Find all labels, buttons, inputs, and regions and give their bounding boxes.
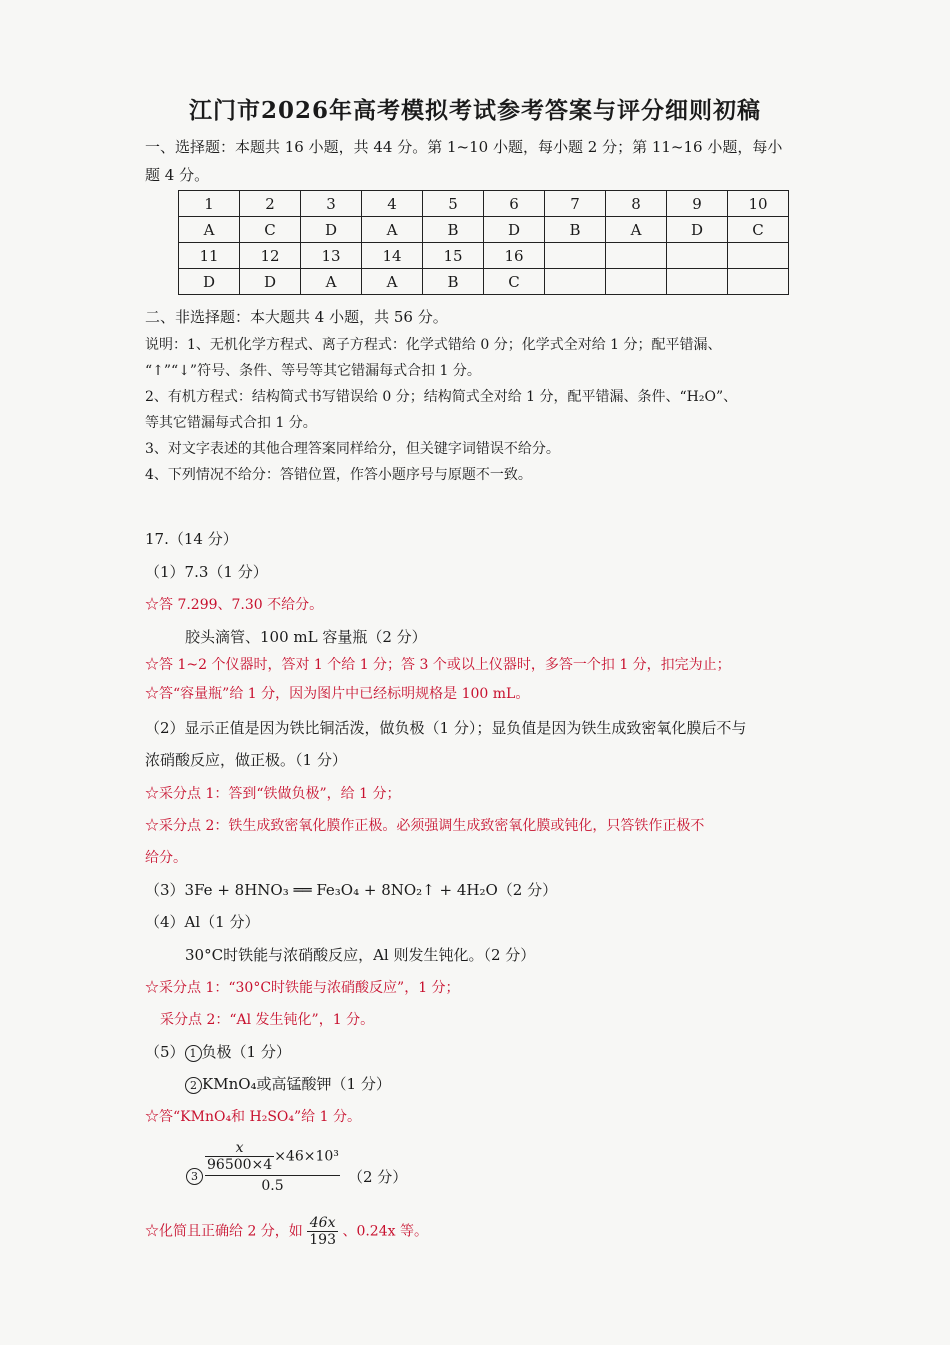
section2-heading: 二、非选择题：本大题共 4 小题，共 56 分。 bbox=[145, 308, 448, 326]
question-number bbox=[667, 243, 728, 269]
question-number: 1 bbox=[179, 191, 240, 217]
fraction-denominator: 96500×4 bbox=[207, 1157, 273, 1173]
answer-cell bbox=[545, 269, 606, 295]
question-number: 11 bbox=[179, 243, 240, 269]
question-number: 13 bbox=[301, 243, 362, 269]
q17-part5b bbox=[185, 1073, 391, 1094]
circled-number: 3 bbox=[186, 1168, 203, 1185]
q17-part3: （3）3Fe + 8HNO₃ ══ Fe₃O₄ + 8NO₂↑ + 4H₂O（2 分） bbox=[145, 881, 558, 899]
answer-cell: A bbox=[179, 217, 240, 243]
part5-prefix: （5） bbox=[145, 1043, 185, 1061]
answer-cell: B bbox=[423, 217, 484, 243]
answer-cell: D bbox=[667, 217, 728, 243]
q17-part4: （4）Al（1 分） bbox=[145, 913, 260, 931]
answer-cell: D bbox=[240, 269, 301, 295]
note-line: 说明：1、无机化学方程式、离子方程式：化学式错给 0 分；化学式全对给 1 分；配平错漏、 bbox=[145, 337, 722, 353]
answer-table bbox=[178, 190, 789, 295]
question-number: 2 bbox=[240, 191, 301, 217]
section1-line1: 一、选择题：本题共 16 小题，共 44 分。第 1~10 小题，每小题 2 分；第 11~16 小题，每小 bbox=[145, 138, 783, 156]
question-number bbox=[606, 243, 667, 269]
formula-score: （2 分） bbox=[348, 1168, 408, 1186]
answer-cell: D bbox=[301, 217, 362, 243]
question-number: 7 bbox=[545, 191, 606, 217]
question-number: 16 bbox=[484, 243, 545, 269]
q17-part4b: 30°C时铁能与浓硝酸反应，Al 则发生钝化。（2 分） bbox=[185, 946, 536, 964]
remark-suffix: 、0.24x 等。 bbox=[342, 1223, 428, 1240]
circled-number: 2 bbox=[185, 1077, 202, 1094]
note-line: 4、下列情况不给分：答错位置，作答小题序号与原题不一致。 bbox=[145, 467, 532, 483]
answer-cell: B bbox=[423, 269, 484, 295]
q17-header: 17.（14 分） bbox=[145, 530, 238, 548]
q17-remark: ☆采分点 1：“30°C时铁能与浓硝酸反应”，1 分； bbox=[145, 980, 460, 996]
answer-cell: C bbox=[484, 269, 545, 295]
answer-row-answers-1 bbox=[179, 217, 789, 243]
answer-cell: D bbox=[484, 217, 545, 243]
question-number bbox=[728, 243, 789, 269]
section1-line2: 题 4 分。 bbox=[145, 166, 210, 184]
question-number: 14 bbox=[362, 243, 423, 269]
simplified-denominator: 193 bbox=[309, 1232, 336, 1248]
fraction-numerator: x bbox=[205, 1140, 274, 1157]
q17-remark: ☆采分点 2：铁生成致密氧化膜作正极。必须强调生成致密氧化膜或钝化，只答铁作正极不 bbox=[145, 818, 705, 834]
q17-part5a bbox=[145, 1041, 291, 1062]
question-number bbox=[545, 243, 606, 269]
inner-fraction bbox=[205, 1140, 274, 1173]
q17-part2a: （2）显示正值是因为铁比铜活泼，做负极（1 分）；显负值是因为铁生成致密氧化膜后不与 bbox=[145, 719, 747, 737]
question-number: 4 bbox=[362, 191, 423, 217]
fraction-multiplier: ×46×10³ bbox=[274, 1148, 339, 1165]
q17-remark: ☆答 1~2 个仪器时，答对 1 个给 1 分；答 3 个或以上仪器时，多答一个扣 1 分，扣完为止； bbox=[145, 657, 731, 673]
q17-remark: 给分。 bbox=[145, 850, 187, 866]
answer-cell: B bbox=[545, 217, 606, 243]
question-number: 9 bbox=[667, 191, 728, 217]
q17-part5c-marker bbox=[186, 1166, 203, 1185]
answer-row-answers-2 bbox=[179, 269, 789, 295]
answer-cell: A bbox=[362, 269, 423, 295]
q17-remark: ☆答 7.299、7.30 不给分。 bbox=[145, 597, 324, 613]
q17-part1: （1）7.3（1 分） bbox=[145, 563, 268, 581]
simplified-numerator: 46x bbox=[307, 1215, 338, 1232]
q17-part2b: 浓硝酸反应，做正极。（1 分） bbox=[145, 751, 347, 769]
question-number: 5 bbox=[423, 191, 484, 217]
remark-prefix: ☆化简且正确给 2 分，如 bbox=[145, 1223, 303, 1240]
circled-number: 1 bbox=[185, 1045, 202, 1062]
question-number: 8 bbox=[606, 191, 667, 217]
simplified-fraction bbox=[307, 1215, 338, 1248]
part5-answer2: KMnO₄或高锰酸钾（1 分） bbox=[202, 1075, 391, 1093]
answer-row-numbers-1 bbox=[179, 191, 789, 217]
question-number: 6 bbox=[484, 191, 545, 217]
page-title: 江门市2026年高考模拟考试参考答案与评分细则初稿 bbox=[188, 97, 761, 124]
q17-remark: ☆答“KMnO₄和 H₂SO₄”给 1 分。 bbox=[145, 1109, 361, 1125]
q17-remark: ☆答“容量瓶”给 1 分，因为图片中已经标明规格是 100 mL。 bbox=[145, 686, 530, 702]
question-number: 12 bbox=[240, 243, 301, 269]
answer-cell: A bbox=[606, 217, 667, 243]
fraction-bar bbox=[205, 1175, 340, 1176]
note-line: 3、对文字表述的其他合理答案同样给分，但关键字词错误不给分。 bbox=[145, 441, 560, 457]
answer-cell bbox=[667, 269, 728, 295]
answer-cell: A bbox=[362, 217, 423, 243]
q17-final-remark bbox=[145, 1215, 428, 1248]
question-number: 15 bbox=[423, 243, 484, 269]
note-line: “↑”“↓”符号、条件、等号等其它错漏每式合扣 1 分。 bbox=[145, 363, 481, 379]
answer-cell bbox=[728, 269, 789, 295]
answer-cell: A bbox=[301, 269, 362, 295]
q17-remark: ☆采分点 1：答到“铁做负极”，给 1 分； bbox=[145, 786, 401, 802]
note-line: 等其它错漏每式合扣 1 分。 bbox=[145, 415, 317, 431]
note-line: 2、有机方程式：结构简式书写错误给 0 分；结构简式全对给 1 分，配平错漏、条件、“H₂O”、 bbox=[145, 389, 738, 405]
q17-part1b: 胶头滴管、100 mL 容量瓶（2 分） bbox=[185, 628, 427, 646]
formula-fraction bbox=[205, 1140, 340, 1194]
answer-row-numbers-2 bbox=[179, 243, 789, 269]
answer-cell: D bbox=[179, 269, 240, 295]
question-number: 3 bbox=[301, 191, 362, 217]
question-number: 10 bbox=[728, 191, 789, 217]
part5-answer1: 负极（1 分） bbox=[201, 1043, 291, 1061]
fraction-bottom: 0.5 bbox=[261, 1178, 284, 1194]
answer-cell: C bbox=[728, 217, 789, 243]
q17-remark: 采分点 2：“Al 发生钝化”，1 分。 bbox=[160, 1012, 375, 1028]
answer-cell: C bbox=[240, 217, 301, 243]
answer-cell bbox=[606, 269, 667, 295]
